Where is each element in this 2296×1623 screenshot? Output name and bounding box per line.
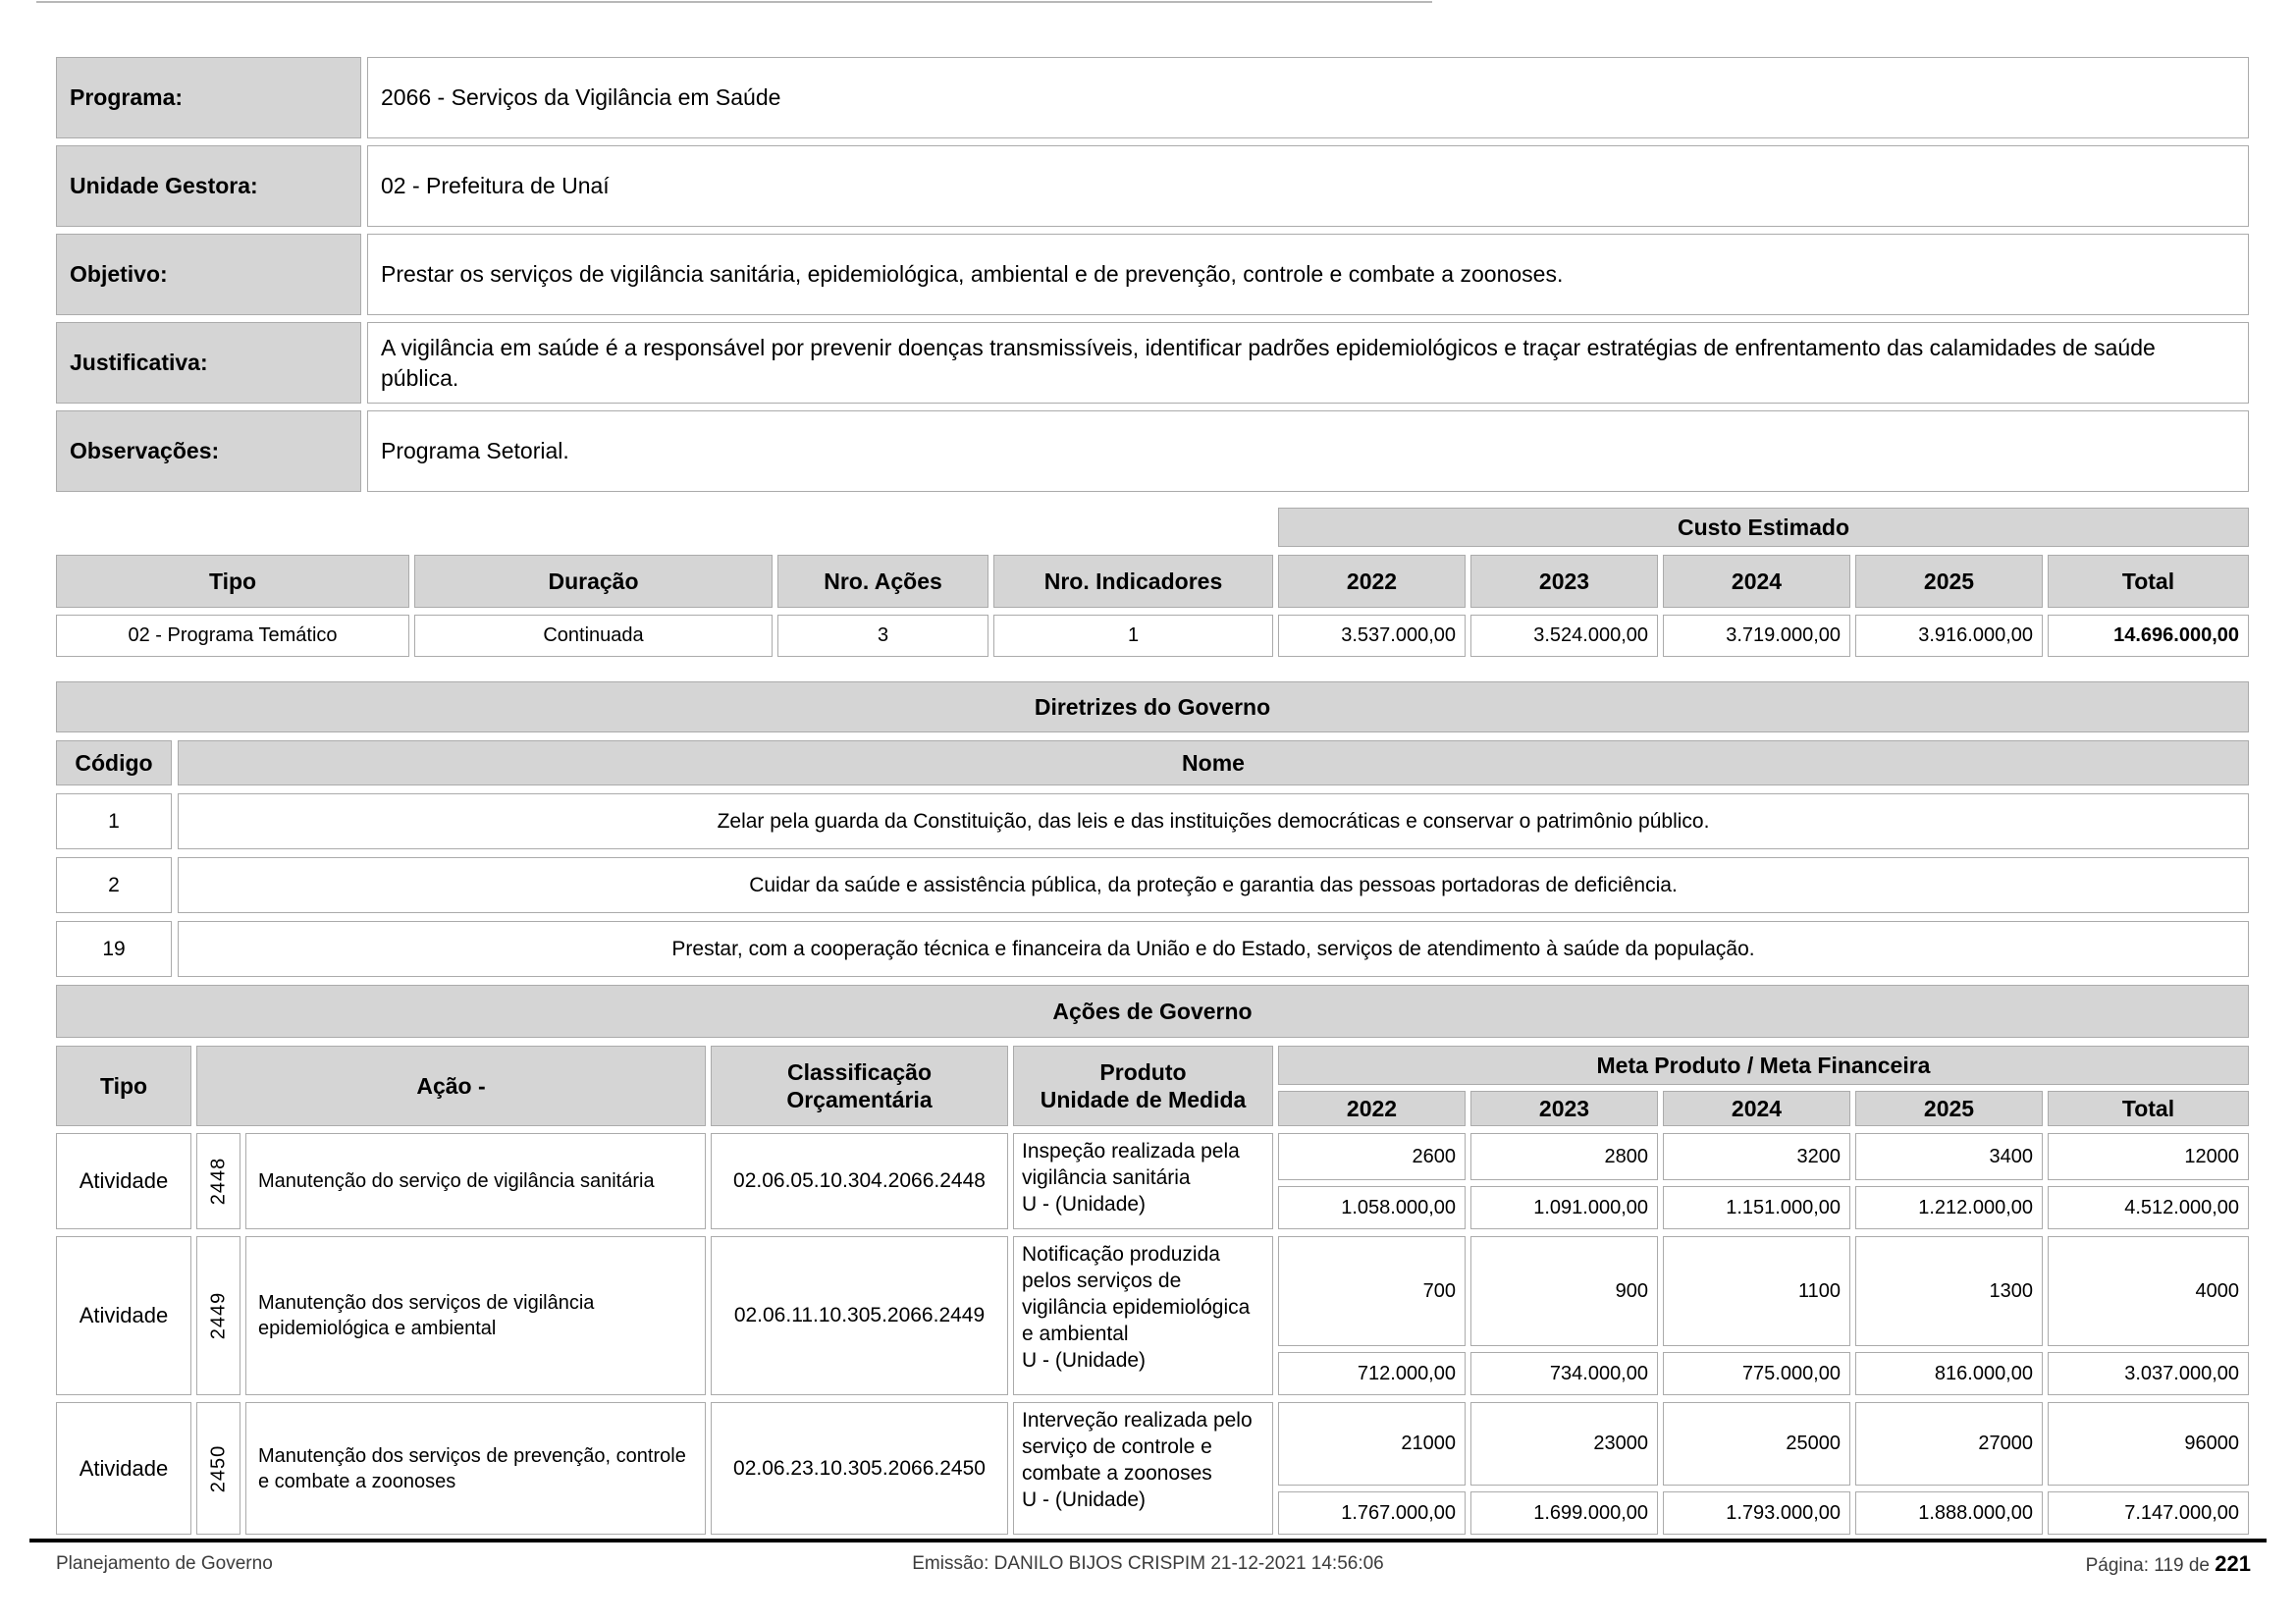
custo-header-2024: 2024	[1663, 555, 1850, 608]
custo-header-nro-indicadores: Nro. Indicadores	[993, 555, 1273, 608]
footer-report-name: Planejamento de Governo	[56, 1553, 273, 1574]
custo-2023: 3.524.000,00	[1470, 615, 1658, 657]
justificativa-label: Justificativa:	[56, 322, 361, 404]
diretrizes-header-codigo: Código	[56, 740, 172, 785]
meta-qtd: 2600	[1278, 1133, 1466, 1180]
acao-tipo: Atividade	[56, 1402, 191, 1535]
diretrizes-title: Diretrizes do Governo	[56, 681, 2249, 732]
meta-qtd: 1300	[1855, 1236, 2043, 1346]
acao-produto	[1013, 1236, 1273, 1395]
meta-header-2024: 2024	[1663, 1091, 1850, 1126]
produto-line1: Produto	[1099, 1059, 1187, 1085]
acao-unidade-medida: U - (Unidade)	[1022, 1349, 1147, 1372]
info-row-programa	[56, 57, 2249, 138]
acao-produto	[1013, 1402, 1273, 1535]
custo-header-duracao: Duração	[414, 555, 773, 608]
custo-2025: 3.916.000,00	[1855, 615, 2043, 657]
custo-estimado-title: Custo Estimado	[1278, 508, 2249, 547]
acoes-header-row	[56, 1046, 2249, 1126]
meta-qtd: 2800	[1470, 1133, 1658, 1180]
acao-produto-texto: Notificação produzida pelos serviços de vigilância epidemiológica e ambiental	[1022, 1243, 1251, 1345]
meta-qtd: 3400	[1855, 1133, 2043, 1180]
meta-qtd: 900	[1470, 1236, 1658, 1346]
meta-col-2022	[1278, 1133, 1466, 1229]
meta-col-2024	[1663, 1133, 1850, 1229]
meta-produto-financeira-header: Meta Produto / Meta Financeira	[1278, 1046, 2249, 1085]
meta-qtd: 25000	[1663, 1402, 1850, 1486]
meta-col-2022	[1278, 1236, 1466, 1395]
acao-produto	[1013, 1133, 1273, 1229]
meta-qtd-total: 4000	[2048, 1236, 2249, 1346]
meta-fin: 1.212.000,00	[1855, 1186, 2043, 1229]
meta-header-2025: 2025	[1855, 1091, 2043, 1126]
acoes-header-acao: Ação -	[196, 1046, 706, 1126]
diretriz-codigo: 19	[56, 921, 172, 977]
diretrizes-header-nome: Nome	[178, 740, 2249, 785]
custo-header-2025: 2025	[1855, 555, 2043, 608]
custo-header-total: Total	[2048, 555, 2249, 608]
meta-qtd: 27000	[1855, 1402, 2043, 1486]
meta-header-total: Total	[2048, 1091, 2249, 1126]
acao-numero	[196, 1133, 240, 1229]
custo-total: 14.696.000,00	[2048, 615, 2249, 657]
acao-numero-vertical: 2448	[207, 1157, 229, 1206]
acao-numero-vertical: 2449	[207, 1291, 229, 1340]
custo-header-tipo: Tipo	[56, 555, 409, 608]
meta-fin: 775.000,00	[1663, 1352, 1850, 1395]
info-row-observacoes	[56, 410, 2249, 492]
meta-col-2025	[1855, 1133, 2043, 1229]
acao-classificacao: 02.06.23.10.305.2066.2450	[711, 1402, 1008, 1535]
custo-header-row	[56, 555, 2249, 608]
classificacao-line1: Classificação	[786, 1059, 933, 1085]
meta-col-total	[2048, 1402, 2249, 1535]
diretriz-codigo: 1	[56, 793, 172, 849]
report-page	[56, 57, 2249, 1535]
meta-col-2025	[1855, 1236, 2043, 1395]
acao-tipo: Atividade	[56, 1236, 191, 1395]
diretriz-nome: Zelar pela guarda da Constituição, das leis e das instituições democráticas e conservar o patrimônio público.	[178, 793, 2249, 849]
diretriz-nome: Prestar, com a cooperação técnica e financeira da União e do Estado, serviços de atendimento à saúde da população.	[178, 921, 2249, 977]
custo-nro-acoes: 3	[777, 615, 988, 657]
programa-label: Programa:	[56, 57, 361, 138]
meta-col-2024	[1663, 1402, 1850, 1535]
acao-numero-vertical: 2450	[207, 1444, 229, 1492]
info-row-unidade-gestora	[56, 145, 2249, 227]
info-row-objetivo	[56, 234, 2249, 315]
objetivo-label: Objetivo:	[56, 234, 361, 315]
meta-col-total	[2048, 1133, 2249, 1229]
meta-col-total	[2048, 1236, 2249, 1395]
meta-col-2024	[1663, 1236, 1850, 1395]
acao-classificacao: 02.06.05.10.304.2066.2448	[711, 1133, 1008, 1229]
meta-qtd-total: 12000	[2048, 1133, 2249, 1180]
meta-fin: 1.767.000,00	[1278, 1491, 1466, 1535]
footer-page-total: 221	[2215, 1551, 2251, 1576]
acao-row-2448	[56, 1133, 2249, 1229]
meta-header-group	[1278, 1046, 2249, 1126]
custo-tipo: 02 - Programa Temático	[56, 615, 409, 657]
observacoes-value: Programa Setorial.	[367, 410, 2249, 492]
acao-produto-texto: Interveção realizada pelo serviço de controle e combate a zoonoses	[1022, 1409, 1253, 1485]
diretriz-row	[56, 793, 2249, 849]
footer-page-number	[2086, 1551, 2251, 1577]
acoes-title: Ações de Governo	[56, 985, 2249, 1038]
acao-nome: Manutenção do serviço de vigilância sanitária	[245, 1133, 706, 1229]
diretriz-codigo: 2	[56, 857, 172, 913]
meta-col-2023	[1470, 1402, 1658, 1535]
custo-header-nro-acoes: Nro. Ações	[777, 555, 988, 608]
acao-unidade-medida: U - (Unidade)	[1022, 1488, 1147, 1511]
diretriz-row	[56, 921, 2249, 977]
diretriz-row	[56, 857, 2249, 913]
custo-header-2023: 2023	[1470, 555, 1658, 608]
meta-header-2023: 2023	[1470, 1091, 1658, 1126]
acao-tipo: Atividade	[56, 1133, 191, 1229]
meta-qtd: 1100	[1663, 1236, 1850, 1346]
custo-duracao: Continuada	[414, 615, 773, 657]
meta-qtd: 21000	[1278, 1402, 1466, 1486]
meta-qtd-total: 96000	[2048, 1402, 2249, 1486]
meta-fin: 712.000,00	[1278, 1352, 1466, 1395]
custo-2022: 3.537.000,00	[1278, 615, 1466, 657]
meta-years-row	[1278, 1091, 2249, 1126]
justificativa-value: A vigilância em saúde é a responsável por prevenir doenças transmissíveis, identificar padrões epidemiológicos e traçar estratégias de enfrentamento das calamidades de saúde pública.	[367, 322, 2249, 404]
acao-nome: Manutenção dos serviços de prevenção, controle e combate a zoonoses	[245, 1402, 706, 1535]
acao-unidade-medida: U - (Unidade)	[1022, 1193, 1147, 1216]
meta-col-2022	[1278, 1402, 1466, 1535]
custo-nro-indicadores: 1	[993, 615, 1273, 657]
meta-fin: 1.058.000,00	[1278, 1186, 1466, 1229]
acoes-header-tipo: Tipo	[56, 1046, 191, 1126]
footer-page-prefix: Página: 119 de	[2085, 1555, 2216, 1576]
meta-qtd: 3200	[1663, 1133, 1850, 1180]
meta-col-2023	[1470, 1133, 1658, 1229]
acoes-header-produto	[1013, 1046, 1273, 1126]
acoes-header-classificacao	[711, 1046, 1008, 1126]
unidade-gestora-label: Unidade Gestora:	[56, 145, 361, 227]
meta-fin: 1.793.000,00	[1663, 1491, 1850, 1535]
meta-fin-total: 4.512.000,00	[2048, 1186, 2249, 1229]
meta-fin-total: 3.037.000,00	[2048, 1352, 2249, 1395]
meta-fin: 734.000,00	[1470, 1352, 1658, 1395]
unidade-gestora-value: 02 - Prefeitura de Unaí	[367, 145, 2249, 227]
acao-produto-texto: Inspeção realizada pela vigilância sanitária	[1022, 1140, 1240, 1189]
footer-divider	[29, 1539, 2267, 1542]
programa-value: 2066 - Serviços da Vigilância em Saúde	[367, 57, 2249, 138]
acao-row-2450	[56, 1402, 2249, 1535]
meta-fin-total: 7.147.000,00	[2048, 1491, 2249, 1535]
meta-fin: 1.699.000,00	[1470, 1491, 1658, 1535]
custo-header-2022: 2022	[1278, 555, 1466, 608]
meta-col-2025	[1855, 1402, 2043, 1535]
meta-fin: 1.888.000,00	[1855, 1491, 2043, 1535]
page-top-rule	[36, 1, 1432, 3]
meta-fin: 816.000,00	[1855, 1352, 2043, 1395]
produto-line2: Unidade de Medida	[1040, 1087, 1247, 1112]
meta-qtd: 23000	[1470, 1402, 1658, 1486]
diretrizes-header-row	[56, 740, 2249, 785]
meta-qtd: 700	[1278, 1236, 1466, 1346]
acao-classificacao: 02.06.11.10.305.2066.2449	[711, 1236, 1008, 1395]
meta-header-2022: 2022	[1278, 1091, 1466, 1126]
meta-fin: 1.151.000,00	[1663, 1186, 1850, 1229]
objetivo-value: Prestar os serviços de vigilância sanitária, epidemiológica, ambiental e de prevenção, controle e combate a zoonoses.	[367, 234, 2249, 315]
diretriz-nome: Cuidar da saúde e assistência pública, da proteção e garantia das pessoas portadoras de deficiência.	[178, 857, 2249, 913]
info-row-justificativa	[56, 322, 2249, 404]
acao-nome: Manutenção dos serviços de vigilância epidemiológica e ambiental	[245, 1236, 706, 1395]
acao-row-2449	[56, 1236, 2249, 1395]
acao-numero	[196, 1402, 240, 1535]
classificacao-line2: Orçamentária	[786, 1087, 933, 1112]
footer-emissao: Emissão: DANILO BIJOS CRISPIM 21-12-2021 14:56:06	[912, 1553, 1384, 1574]
custo-data-row	[56, 615, 2249, 657]
meta-col-2023	[1470, 1236, 1658, 1395]
custo-2024: 3.719.000,00	[1663, 615, 1850, 657]
observacoes-label: Observações:	[56, 410, 361, 492]
meta-fin: 1.091.000,00	[1470, 1186, 1658, 1229]
acao-numero	[196, 1236, 240, 1395]
